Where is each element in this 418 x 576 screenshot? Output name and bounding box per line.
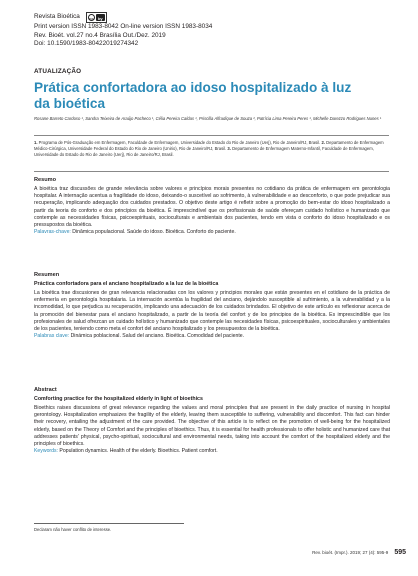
cc-icon: cc bbox=[89, 16, 94, 21]
abstract-subtitle: Comforting practice for the hospitalized elderly in light of bioethics bbox=[34, 396, 203, 402]
abstract-keywords-label: Keywords: bbox=[34, 448, 58, 455]
cc-license-icon[interactable] bbox=[86, 12, 107, 23]
affiliations bbox=[34, 140, 389, 159]
journal-citation: Rev. Bioét. vol.27 no.4 Brasília Out./Dez. 2019 bbox=[34, 31, 166, 39]
affiliation-number: 2. bbox=[321, 140, 325, 145]
resumen-keywords-label: Palabras clave: bbox=[34, 333, 70, 340]
journal-header bbox=[34, 12, 294, 49]
running-footer: Rev. bioét. (Impr.). 2019; 27 (4): 595-9 bbox=[312, 550, 389, 555]
journal-issn: Print version ISSN 1983-8042 On-line version ISSN 1983-8034 bbox=[34, 23, 213, 30]
affiliation-divider bbox=[34, 171, 389, 172]
section-label: ATUALIZAÇÃO bbox=[34, 68, 82, 75]
affiliation-text: Departamento de Enfermagem Materno-Infantil, Faculdade de Enfermagem, Universidade do Estado do Rio de Janeiro (Uerj), Rio de Janeiro/RJ, Brasil. bbox=[34, 146, 374, 158]
journal-doi[interactable]: Doi: 10.1590/1983-80422019274342 bbox=[34, 40, 139, 48]
journal-title-row bbox=[34, 12, 294, 23]
conflict-footnote: Declaram não haver conflito de interesse. bbox=[34, 527, 112, 532]
resumo-keywords bbox=[34, 229, 390, 236]
resumen-section bbox=[34, 272, 390, 340]
page-number: 595 bbox=[394, 549, 406, 556]
journal-name[interactable]: Revista Bioética bbox=[34, 13, 80, 21]
article-title: Prática confortadora ao idoso hospitalizado à luz da bioética bbox=[34, 80, 352, 111]
abstract-section bbox=[34, 387, 390, 455]
abstract-keywords bbox=[34, 448, 390, 455]
author-divider bbox=[34, 135, 389, 136]
resumo-body: A bioética traz discussões de grande relevância sobre valores e princípios morais presentes no cotidiano da prática de enfermagem em gerontologia hospitalar. A internação acentua a fragilidade do idoso, deixando-o suscetível ao sofrimento, à vulnerabilidade e ao desconforto, o que pode prejudicar sua recuperação, implicando adequação dos cuidados prestados. O objetivo deste artigo é refletir sobre a promoção do bem-estar do idoso hospitalizado a partir da teoria do conforto e dos princípios da bioética. É imprescindível que os profissionais de saúde ofereçam cuidado holístico e humanizado que contemple as necessidades físicas, psicoespirituais, socioculturais e ambientais dos pacientes, tendo em vista o conforto do idoso hospitalizado e os pressupostos da bioética. bbox=[34, 186, 390, 229]
affiliation-text: Departamento de Enfermagem Médico-Cirúrgica, Universidade Federal do Estado do Rio de Janeiro (Unirio), Rio de Janeiro/RJ, Brasil. bbox=[34, 140, 384, 152]
affiliation-number: 1. bbox=[34, 140, 38, 145]
by-icon: by bbox=[96, 14, 105, 21]
resumo-keywords-label: Palavras-chave: bbox=[34, 229, 71, 236]
resumen-keywords-text: Dinámica poblacional. Salud del anciano. Bioética. Comodidad del paciente. bbox=[69, 333, 245, 340]
author-list: Rosane Barreto Cardoso ¹, Sandra Teixeira de Araújo Pacheco ¹, Célia Pereira Caldas ¹, Priscilla Alfradique de Souza ², Patrícia Lima Pereira Peres ¹, Michelle Darezzo Rodrigues Nunes ¹ bbox=[34, 116, 382, 121]
abstract-body: Bioethics raises discussions of great relevance regarding the values and moral principles that are present in the daily practice of nursing in hospital gerontology. Hospitalization emphasizes the fragility of the elderly, leaving them susceptible to suffering, vulnerability and discomfort. This fact can hinder their recovery, entailing the adjustment of the care provided. The objective of this article is to reflect on the promotion of well-being for the hospitalized elderly, based on the Theory of Comfort and the principles of bioethics. Thus, it is essential for health professionals to offer holistic and humanized care that addresses patients' physical, psycho-spiritual, sociocultural and environmental needs, taking into account the comfort of the hospitalized elderly and the principles of bioethics. bbox=[34, 405, 390, 448]
abstract-keywords-text: Population dynamics. Health of the elderly. Bioethics. Patient comfort. bbox=[58, 448, 218, 455]
resumen-keywords bbox=[34, 333, 390, 340]
page-footer bbox=[312, 549, 406, 556]
footnote-divider bbox=[34, 523, 184, 524]
resumo-section bbox=[34, 177, 390, 236]
resumo-heading: Resumo bbox=[34, 177, 57, 183]
resumen-heading: Resumen bbox=[34, 272, 60, 278]
affiliation-text: Programa de Pós-Graduação em Enfermagem, Faculdade de Enfermagem, Universidade do Estado do Rio de Janeiro (Uerj), Rio de Janeiro/RJ, Brasil. bbox=[38, 140, 321, 145]
resumen-subtitle: Práctica confortadora para el anciano hospitalizado a la luz de la bioética bbox=[34, 281, 219, 287]
resumo-keywords-text: Dinâmica populacional. Saúde do idoso. Bioética. Conforto do paciente. bbox=[70, 229, 236, 236]
affiliation-number: 3. bbox=[227, 146, 231, 152]
resumen-body: La bioética trae discusiones de gran relevancia relacionadas con los valores y principios morales que están presentes en el cotidiano de la práctica de enfermería en gerontología hospitalaria. La internación acentúa la fragilidad del anciano, dejándolo susceptible al sufrimiento, a la vulnerabilidad y a la incomodidad, lo que perjudica su recuperación, implicando una adecuación de los cuidados brindados. El objetivo de este artículo es reflexionar acerca de la promoción del bienestar para el anciano hospitalizado, a partir de la teoría del confort y de los principios de la bioética. Es imprescindible que los profesionales de salud ofrezcan un cuidado holístico y humanizado que contemple las necesidades físicas, psicoespirituales, socioculturales y ambientales de los pacientes, teniendo como meta el confort del anciano hospitalizado y los presupuestos de la bioética. bbox=[34, 290, 390, 333]
abstract-heading: Abstract bbox=[34, 387, 57, 393]
